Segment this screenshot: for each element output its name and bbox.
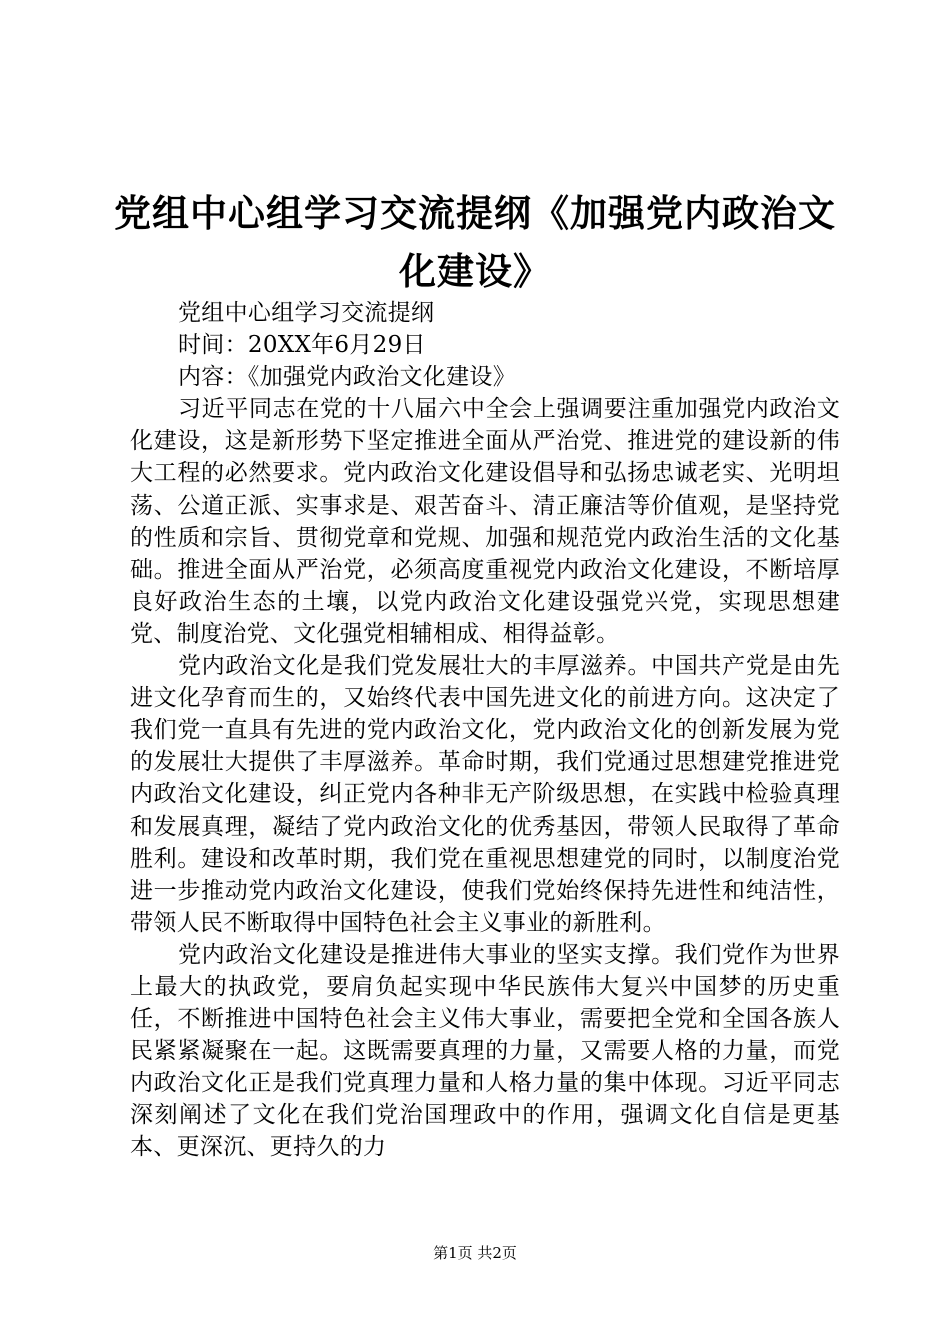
document-body (130, 297, 840, 1164)
paragraph-2: 党内政治文化是我们党发展壮大的丰厚滋养。中国共产党是由先进文化孕育而生的，又始终代表中国先进文化的前进方向。这决定了我们党一直具有先进的党内政治文化，党内政治文化的创新发展为党的发展壮大提供了丰厚滋养。革命时期，我们党通过思想建党推进党内政治文化建设，纠正党内各种非无产阶级思想，在实践中检验真理和发展真理，凝结了党内政治文化的优秀基因，带领人民取得了革命胜利。建设和改革时期，我们党在重视思想建党的同时，以制度治党进一步推动党内政治文化建设，使我们党始终保持先进性和纯洁性，带领人民不断取得中国特色社会主义事业的新胜利。 (130, 653, 840, 936)
document-title: 党组中心组学习交流提纲《加强党内政治文化建设》 (114, 192, 836, 293)
meta-heading: 党组中心组学习交流提纲 (178, 300, 435, 326)
paragraph-3: 党内政治文化建设是推进伟大事业的坚实支撑。我们党作为世界上最大的执政党，要肩负起实现中华民族伟大复兴中国梦的历史重任，不断推进中国特色社会主义伟大事业，需要把全党和全国各族人民紧紧凝聚在一起。这既需要真理的力量，又需要人格的力量，而党内政治文化正是我们党真理力量和人格力量的集中体现。习近平同志深刻阐述了文化在我们党治国理政中的作用，强调文化自信是更基本、更深沉、更持久的力 (130, 941, 840, 1161)
meta-time: 时间：20XX年6月29日 (178, 332, 426, 359)
paragraph-1: 习近平同志在党的十八届六中全会上强调要注重加强党内政治文化建设，这是新形势下坚定推进全面从严治党、推进党的建设新的伟大工程的必然要求。党内政治文化建设倡导和弘扬忠诚老实、光明坦荡、公道正派、实事求是、艰苦奋斗、清正廉洁等价值观，是坚持党的性质和宗旨、贯彻党章和党规、加强和规范党内政治生活的文化基础。推进全面从严治党，必须高度重视党内政治文化建设，不断培厚良好政治生态的土壤，以党内政治文化建设强党兴党，实现思想建党、制度治党、文化强党相辅相成、相得益彰。 (130, 396, 840, 647)
page-footer: 第1页 共2页 (433, 1244, 517, 1262)
meta-content: 内容：《加强党内政治文化建设》 (178, 364, 516, 391)
